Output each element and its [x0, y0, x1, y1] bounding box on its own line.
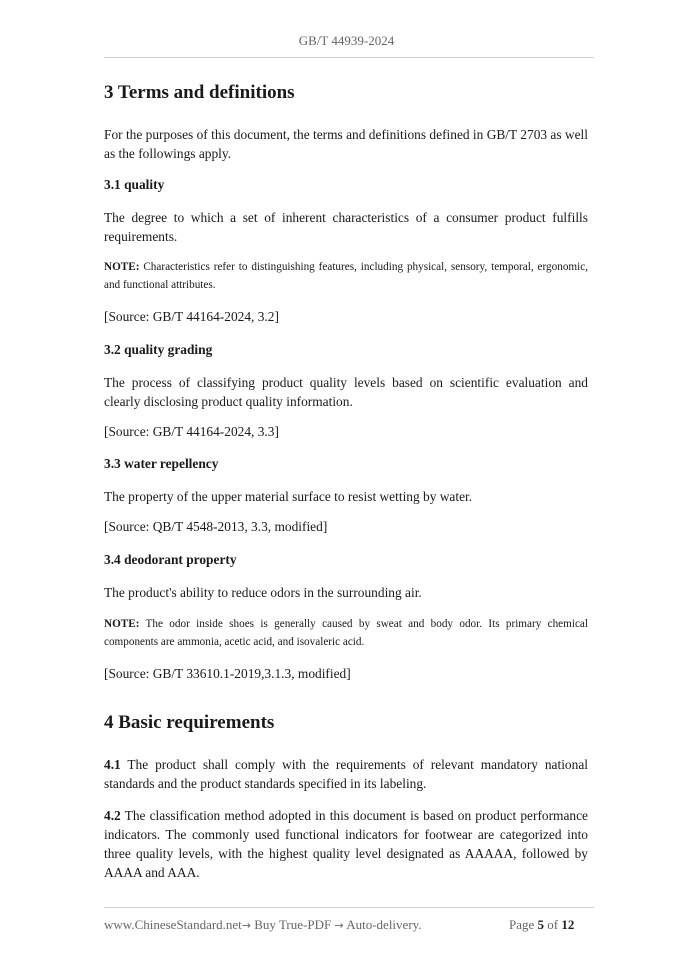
term-3-4-heading: 3.4 deodorant property: [104, 552, 237, 567]
term-3-3-source: [Source: QB/T 4548-2013, 3.3, modified]: [104, 519, 328, 534]
note-text: The odor inside shoes is generally caused by sweat and body odor. Its primary chemical components are ammonia, acetic acid, and isovaleric acid.: [104, 618, 588, 648]
term-3-1-heading: 3.1 quality: [104, 177, 165, 192]
term-3-4-definition: The product's ability to reduce odors in the surrounding air.: [104, 585, 422, 600]
term-3-1-note: [104, 258, 588, 294]
clause-number: 4.1: [104, 757, 121, 772]
footer-links: [104, 917, 422, 933]
term-3-1-definition: The degree to which a set of inherent characteristics of a consumer product fulfills requirements.: [104, 210, 588, 244]
note-text: Characteristics refer to distinguishing features, including physical, sensory, temporal, ergonomic, and functional attributes.: [104, 261, 588, 291]
section-3-title: 3 Terms and definitions: [104, 82, 295, 103]
arrow-right-icon: →: [241, 919, 252, 932]
term-3-1-source: [Source: GB/T 44164-2024, 3.2]: [104, 309, 279, 324]
page-indicator: [509, 917, 574, 933]
clause-4-1: [104, 755, 588, 793]
term-3-2-definition: The process of classifying product quality levels based on scientific evaluation and clearly disclosing product quality information.: [104, 375, 588, 409]
header-divider: [104, 57, 594, 58]
of-label: of: [544, 917, 562, 932]
document-code-header: GB/T 44939-2024: [298, 33, 395, 48]
clause-text: The classification method adopted in this document is based on product performance indicators. The commonly used functional indicators for footwear are categorized into three quality levels, with the highest quality level designated as AAAAA, followed by AAAA and AAA.: [104, 808, 588, 880]
page-total: 12: [561, 917, 575, 932]
section-4-title: 4 Basic requirements: [104, 712, 275, 733]
clause-text: The product shall comply with the requirements of relevant mandatory national standards and the product standards specified in its labeling.: [104, 757, 588, 791]
term-3-4-note: [104, 615, 588, 651]
note-label: NOTE:: [104, 618, 140, 630]
auto-delivery-text: Auto-delivery.: [343, 917, 422, 932]
clause-4-2: [104, 806, 588, 882]
term-3-2-source: [Source: GB/T 44164-2024, 3.3]: [104, 424, 279, 439]
term-3-3-definition: The property of the upper material surface to resist wetting by water.: [104, 489, 473, 504]
term-3-2-heading: 3.2 quality grading: [104, 342, 213, 357]
site-link[interactable]: www.ChineseStandard.net: [104, 917, 242, 932]
footer-divider: [104, 907, 594, 908]
term-3-4-source: [Source: GB/T 33610.1-2019,3.1.3, modified]: [104, 666, 351, 681]
arrow-right-icon: →: [334, 919, 344, 932]
buy-pdf-text: Buy True-PDF: [251, 917, 335, 932]
clause-number: 4.2: [104, 808, 121, 823]
note-label: NOTE:: [104, 261, 140, 273]
term-3-3-heading: 3.3 water repellency: [104, 456, 219, 471]
page-number: 5: [537, 917, 545, 932]
page-label: Page: [509, 917, 538, 932]
section-3-intro: For the purposes of this document, the terms and definitions defined in GB/T 2703 as well as the followings apply.: [104, 127, 588, 161]
